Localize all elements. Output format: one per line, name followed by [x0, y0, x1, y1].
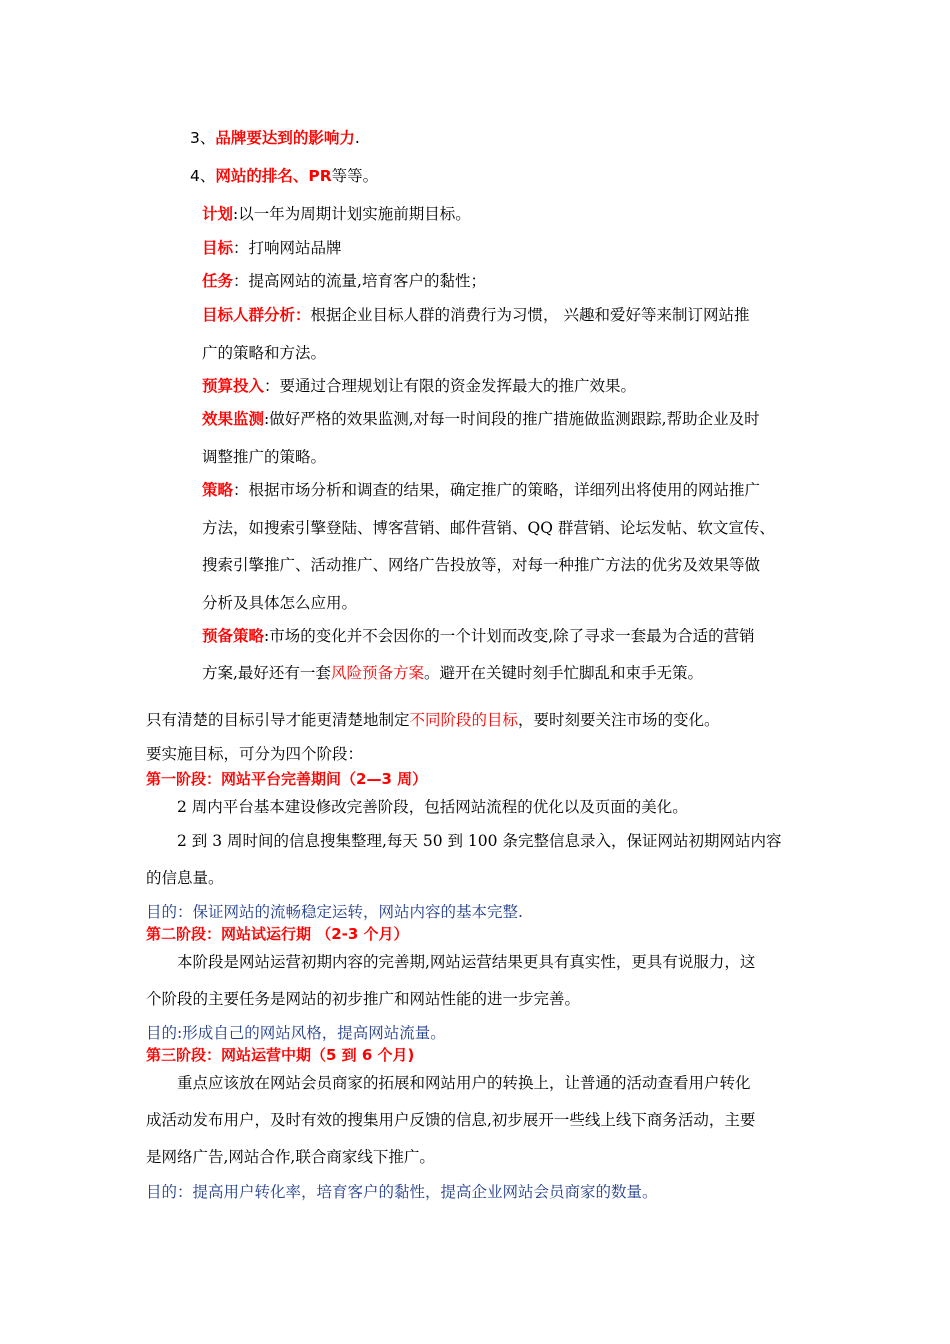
- stage3-heading: 第三阶段：网站运营中期（5 到 6 个月): [146, 1046, 415, 1064]
- stage2-paragraph: 本阶段是网站运营初期内容的完善期,网站运营结果更具有真实性，更具有说服力，这: [177, 953, 756, 971]
- stage1-heading: 第一阶段：网站平台完善期间（2—3 周）: [146, 770, 428, 788]
- stage2-paragraph-cont: 个阶段的主要任务是网站的初步推广和网站性能的进一步完善。: [146, 990, 581, 1008]
- intro-line-2: 要实施目标，可分为四个阶段：: [146, 745, 364, 763]
- list-item-3: 3、品牌要达到的影响力.: [190, 129, 360, 147]
- stage1-paragraph-2-cont: 的信息量。: [146, 869, 224, 887]
- target-audience-line: 目标人群分析：根据企业目标人群的消费行为习惯， 兴趣和爱好等来制订网站推: [202, 305, 750, 324]
- backup-strategy-line: 预备策略:市场的变化并不会因你的一个计划而改变,除了寻求一套最为合适的营销: [202, 626, 755, 645]
- strategy-line-3: 搜索引擎推广、活动推广、网络广告投放等，对每一种推广方法的优劣及效果等做: [202, 556, 761, 574]
- stage3-paragraph-cont-2: 是网络广告,网站合作,联合商家线下推广。: [146, 1148, 435, 1166]
- strategy-line: 策略：根据市场分析和调查的结果，确定推广的策略，详细列出将使用的网站推广: [202, 480, 761, 499]
- list-item-4: 4、网站的排名、PR等等。: [190, 167, 379, 185]
- stage1-goal: 目的：保证网站的流畅稳定运转，网站内容的基本完整.: [146, 903, 523, 921]
- target-audience-line-2: 广的策略和方法。: [202, 344, 327, 362]
- budget-line: 预算投入：要通过合理规划让有限的资金发挥最大的推广效果。: [202, 376, 637, 395]
- goal-line: 目标：打响网站品牌: [202, 238, 342, 257]
- stage3-goal: 目的：提高用户转化率，培育客户的黏性，提高企业网站会员商家的数量。: [146, 1183, 658, 1201]
- stage2-goal: 目的:形成自己的网站风格，提高网站流量。: [146, 1024, 446, 1042]
- plan-line: 计划:以一年为周期计划实施前期目标。: [202, 204, 471, 223]
- strategy-line-2: 方法，如搜索引擎登陆、博客营销、邮件营销、QQ 群营销、论坛发帖、软文宣传、: [202, 519, 775, 537]
- stage3-paragraph-cont: 成活动发布用户，及时有效的搜集用户反馈的信息,初步展开一些线上线下商务活动，主要: [146, 1111, 756, 1129]
- backup-strategy-line-2: 方案,最好还有一套风险预备方案。避开在关键时刻手忙脚乱和束手无策。: [202, 664, 703, 682]
- monitoring-line: 效果监测:做好严格的效果监测,对每一时间段的推广措施做监测跟踪,帮助企业及时: [202, 409, 760, 428]
- stage1-paragraph-2: 2 到 3 周时间的信息搜集整理,每天 50 到 100 条完整信息录入，保证网站初期网站内容: [177, 832, 782, 850]
- stage3-paragraph: 重点应该放在网站会员商家的拓展和网站用户的转换上，让普通的活动查看用户转化: [177, 1074, 751, 1092]
- intro-line: 只有清楚的目标引导才能更清楚地制定不同阶段的目标，要时刻要关注市场的变化。: [146, 711, 720, 729]
- stage1-paragraph: 2 周内平台基本建设修改完善阶段，包括网站流程的优化以及页面的美化。: [177, 798, 688, 816]
- monitoring-line-2: 调整推广的策略。: [202, 448, 327, 466]
- strategy-line-4: 分析及具体怎么应用。: [202, 594, 358, 612]
- stage2-heading: 第二阶段：网站试运行期 （2-3 个月）: [146, 925, 409, 943]
- task-line: 任务：提高网站的流量,培育客户的黏性；: [202, 271, 486, 290]
